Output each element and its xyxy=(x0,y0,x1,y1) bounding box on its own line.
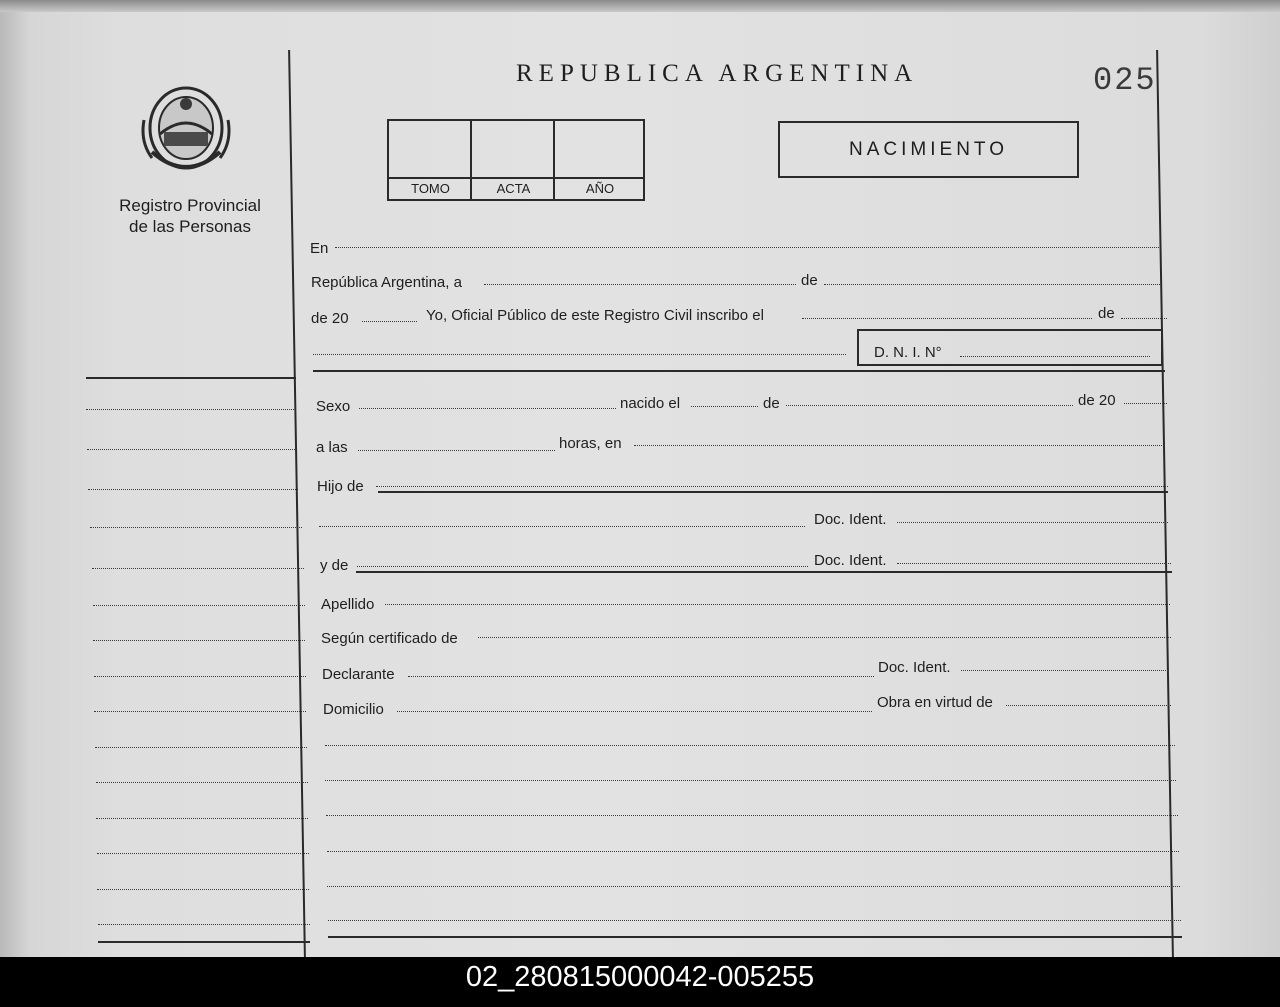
label-y-de: y de xyxy=(320,557,349,574)
label-a-las: a las xyxy=(316,439,348,456)
section-rule-bottom xyxy=(328,936,1182,938)
margin-line xyxy=(90,527,302,528)
margin-line xyxy=(96,818,308,819)
margin-rule-bottom xyxy=(98,941,310,943)
label-hijo-de: Hijo de xyxy=(317,478,364,495)
record-number: 025 xyxy=(1093,62,1157,99)
field-line xyxy=(691,406,758,407)
field-line xyxy=(484,284,796,285)
field-line xyxy=(385,604,1170,605)
provincial-seal-icon xyxy=(136,82,236,182)
field-line xyxy=(824,284,1160,285)
label-segun: Según certificado de xyxy=(321,630,458,647)
field-line xyxy=(313,354,846,355)
scan-footer xyxy=(0,957,1280,1007)
image-id: 02_280815000042-005255 xyxy=(465,961,815,993)
label-en: En xyxy=(310,240,329,257)
field-line xyxy=(961,670,1168,671)
label-de: de xyxy=(763,395,780,412)
field-line xyxy=(319,526,805,527)
margin-line xyxy=(87,449,297,450)
field-line xyxy=(359,408,616,409)
field-line xyxy=(397,711,872,712)
field-line xyxy=(478,637,1171,638)
dni-box xyxy=(857,329,1163,366)
label-sexo: Sexo xyxy=(316,398,351,415)
margin-line xyxy=(94,711,306,712)
label-doc-ident: Doc. Ident. xyxy=(814,511,887,528)
margin-line xyxy=(86,409,296,410)
table-label-divider xyxy=(389,177,643,179)
field-line xyxy=(335,247,1159,248)
label-de: de xyxy=(801,272,818,289)
label-republica: República Argentina, a xyxy=(311,274,462,291)
margin-line xyxy=(88,489,298,490)
margin-line xyxy=(95,747,307,748)
acta-label: ACTA xyxy=(496,181,531,196)
label-declarante: Declarante xyxy=(322,666,395,683)
margin-line xyxy=(97,889,309,890)
field-line xyxy=(357,566,808,567)
field-rule xyxy=(356,571,1172,573)
field-rule xyxy=(378,491,1168,493)
label-apellido: Apellido xyxy=(321,596,375,613)
column-divider-right xyxy=(1156,50,1174,957)
field-line xyxy=(897,563,1171,564)
organization-name xyxy=(100,195,280,237)
margin-line xyxy=(96,782,308,783)
document-type: NACIMIENTO xyxy=(849,139,1008,160)
margin-line xyxy=(98,924,310,925)
document-type-box xyxy=(778,121,1079,178)
label-doc-ident: Doc. Ident. xyxy=(814,552,887,569)
label-oficial: Yo, Oficial Público de este Registro Civil inscribo el xyxy=(426,307,764,324)
margin-line xyxy=(94,676,306,677)
field-line xyxy=(634,445,1164,446)
record-table xyxy=(387,119,645,201)
margin-line xyxy=(93,640,305,641)
label-de-20: de 20 xyxy=(311,310,349,327)
label-horas: horas, en xyxy=(559,435,622,452)
margin-line xyxy=(97,853,309,854)
field-line xyxy=(325,745,1175,746)
tomo-label: TOMO xyxy=(411,181,450,196)
field-line xyxy=(325,780,1176,781)
margin-line xyxy=(92,568,304,569)
label-domicilio: Domicilio xyxy=(323,701,384,718)
field-line xyxy=(1006,705,1171,706)
field-line xyxy=(786,405,1073,406)
label-de-20: de 20 xyxy=(1078,392,1116,409)
organization-line-2: de las Personas xyxy=(129,217,251,236)
field-line xyxy=(376,486,1168,487)
field-line xyxy=(1124,403,1167,404)
field-line xyxy=(328,920,1181,921)
column-divider-left xyxy=(288,50,306,957)
page-title: REPUBLICA ARGENTINA xyxy=(516,60,919,87)
page-top-edge xyxy=(0,0,1280,12)
label-doc-ident: Doc. Ident. xyxy=(878,659,951,676)
field-line xyxy=(802,318,1092,319)
field-line xyxy=(327,886,1180,887)
field-line xyxy=(960,356,1150,357)
field-line xyxy=(1121,318,1167,319)
ano-label: AÑO xyxy=(585,181,615,196)
label-nacido: nacido el xyxy=(620,395,681,412)
field-line xyxy=(327,851,1179,852)
margin-line xyxy=(93,605,305,606)
field-line xyxy=(326,815,1178,816)
margin-rule-top xyxy=(86,377,296,379)
label-obra: Obra en virtud de xyxy=(877,694,993,711)
field-line xyxy=(897,522,1168,523)
section-rule xyxy=(313,370,1165,372)
field-line xyxy=(408,676,874,677)
field-line xyxy=(358,450,555,451)
field-line xyxy=(362,321,417,322)
organization-line-1: Registro Provincial xyxy=(119,196,261,215)
label-dni: D. N. I. N° xyxy=(874,344,942,361)
label-de: de xyxy=(1098,305,1115,322)
